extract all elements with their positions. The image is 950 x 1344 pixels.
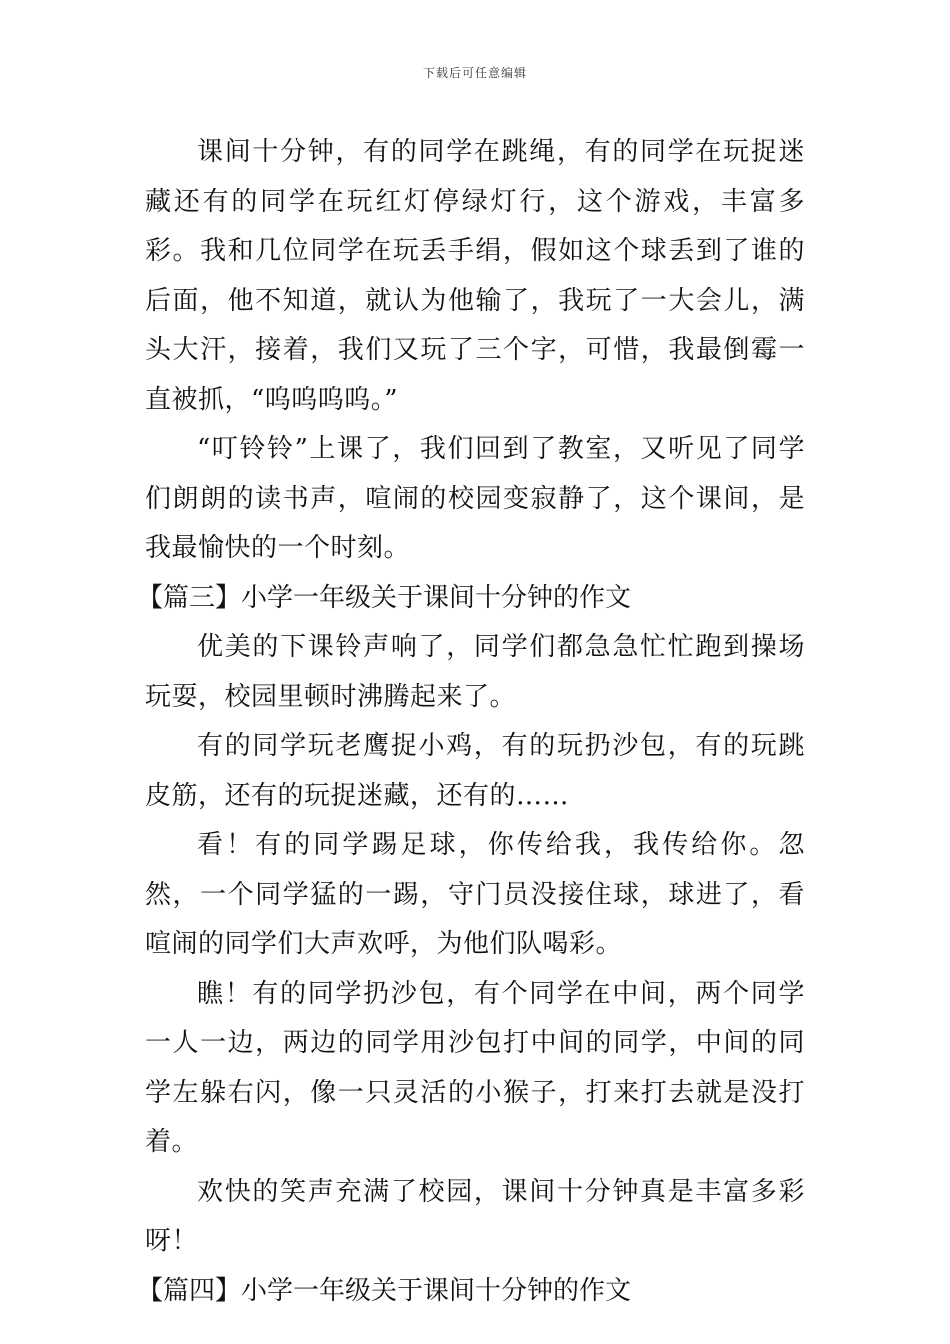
paragraph-2: “叮铃铃”上课了，我们回到了教室，又听见了同学们朗朗的读书声，喧闹的校园变寂静了，这个课间，是我最愉快的一个时刻。 xyxy=(145,434,805,563)
document-body xyxy=(137,128,805,1316)
paragraph-3: 优美的下课铃声响了，同学们都急急忙忙跑到操场玩耍，校园里顿时沸腾起来了。 xyxy=(145,632,805,712)
section-heading-4: 【篇四】小学一年级关于课间十分钟的作文 xyxy=(137,1275,632,1306)
paragraph-5: 看！有的同学踢足球，你传给我，我传给你。忽然，一个同学猛的一踢，守门员没接住球，球进了，看喧闹的同学们大声欢呼，为他们队喝彩。 xyxy=(145,830,805,959)
paragraph-4: 有的同学玩老鹰捉小鸡，有的玩扔沙包，有的玩跳皮筋，还有的玩捉迷藏，还有的…… xyxy=(145,731,805,811)
paragraph-1: 课间十分钟，有的同学在跳绳，有的同学在玩捉迷藏还有的同学在玩红灯停绿灯行，这个游戏，丰富多彩。我和几位同学在玩丢手绢，假如这个球丢到了谁的后面，他不知道，就认为他输了，我玩了一大会儿，满头大汗，接着，我们又玩了三个字，可惜，我最倒霉一直被抓，“呜呜呜呜。” xyxy=(145,137,805,415)
paragraph-6: 瞧！有的同学扔沙包，有个同学在中间，两个同学一人一边，两边的同学用沙包打中间的同学，中间的同学左躲右闪，像一只灵活的小猴子，打来打去就是没打着。 xyxy=(145,978,805,1157)
section-heading-3: 【篇三】小学一年级关于课间十分钟的作文 xyxy=(137,582,632,613)
paragraph-7: 欢快的笑声充满了校园，课间十分钟真是丰富多彩呀！ xyxy=(145,1176,805,1256)
page-header: 下载后可任意编辑 xyxy=(422,66,527,80)
